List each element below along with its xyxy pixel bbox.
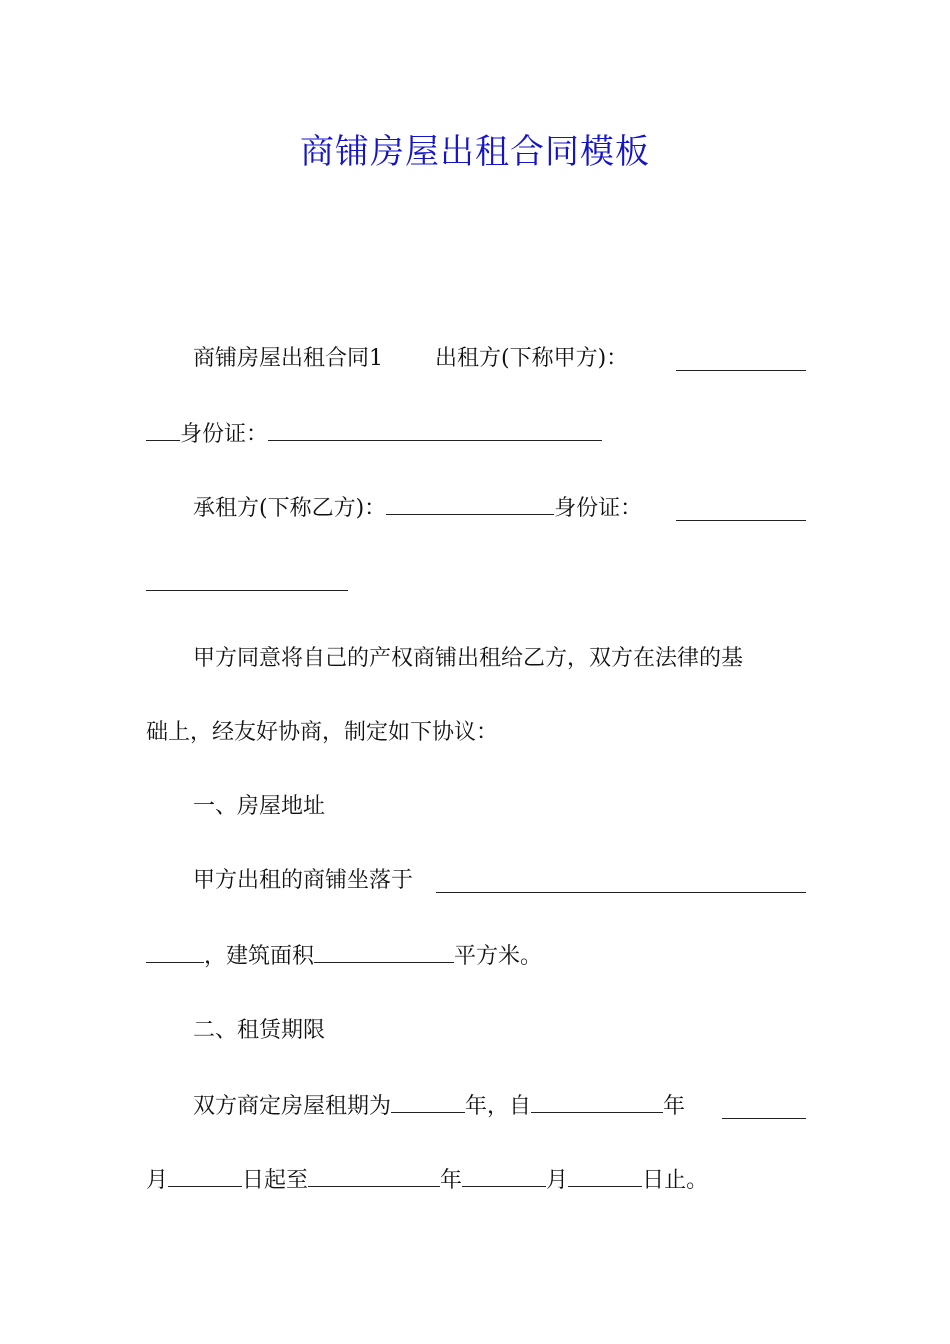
lessee-id-label: 身份证： [554, 496, 643, 521]
lessee-name-blank [386, 494, 554, 515]
lessee-label: 承租方(下称乙方)： [193, 496, 387, 521]
document-title: 商铺房屋出租合同模板 [300, 132, 650, 172]
day-from-label: 日起至 [242, 1168, 309, 1193]
term-line [193, 1092, 806, 1122]
day-end-label: 日止。 [642, 1168, 709, 1193]
address-blank-cont [146, 942, 204, 963]
lessor-name-blank-cont [146, 420, 180, 441]
start-day-blank [168, 1166, 242, 1187]
term-years-blank [391, 1092, 465, 1113]
area-blank [314, 942, 454, 963]
contract-heading: 商铺房屋出租合同1 [193, 346, 383, 371]
lessee-id-blank [676, 500, 806, 521]
area-label: ，建筑面积 [204, 944, 315, 969]
start-month-blank [722, 1098, 806, 1119]
month-word: 月 [146, 1168, 169, 1193]
term-dates-line [146, 1166, 806, 1196]
area-line [146, 942, 806, 972]
lessor-line [193, 344, 806, 374]
section-1-heading: 一、房屋地址 [193, 794, 326, 819]
month-word-2: 月 [546, 1168, 569, 1193]
lessor-label: 出租方(下称甲方)： [435, 346, 629, 371]
agreement-line-1: 甲方同意将自己的产权商铺出租给乙方，双方在法律的基 [193, 646, 744, 671]
year-word-2: 年 [440, 1168, 463, 1193]
end-day-blank [568, 1166, 642, 1187]
lessor-id-label: 身份证： [180, 422, 269, 447]
end-month-blank [462, 1166, 546, 1187]
lessor-id-line [146, 420, 806, 450]
area-unit: 平方米。 [454, 944, 543, 969]
address-line [193, 866, 806, 896]
agreement-line-2: 础上，经友好协商，制定如下协议： [146, 720, 499, 745]
lessor-id-blank [268, 420, 602, 441]
section-2-heading: 二、租赁期限 [193, 1018, 326, 1043]
term-label: 双方商定房屋租期为 [193, 1094, 392, 1119]
lessee-line [193, 494, 806, 524]
end-year-blank [308, 1166, 440, 1187]
lessor-name-blank [676, 350, 806, 371]
year-from-label: 年，自 [465, 1094, 532, 1119]
lessee-id-blank-cont [146, 570, 348, 591]
start-year-blank [531, 1092, 663, 1113]
year-word: 年 [663, 1094, 686, 1119]
address-label: 甲方出租的商铺坐落于 [193, 868, 414, 893]
address-blank [436, 872, 806, 893]
lessee-id-cont-line [146, 570, 806, 600]
